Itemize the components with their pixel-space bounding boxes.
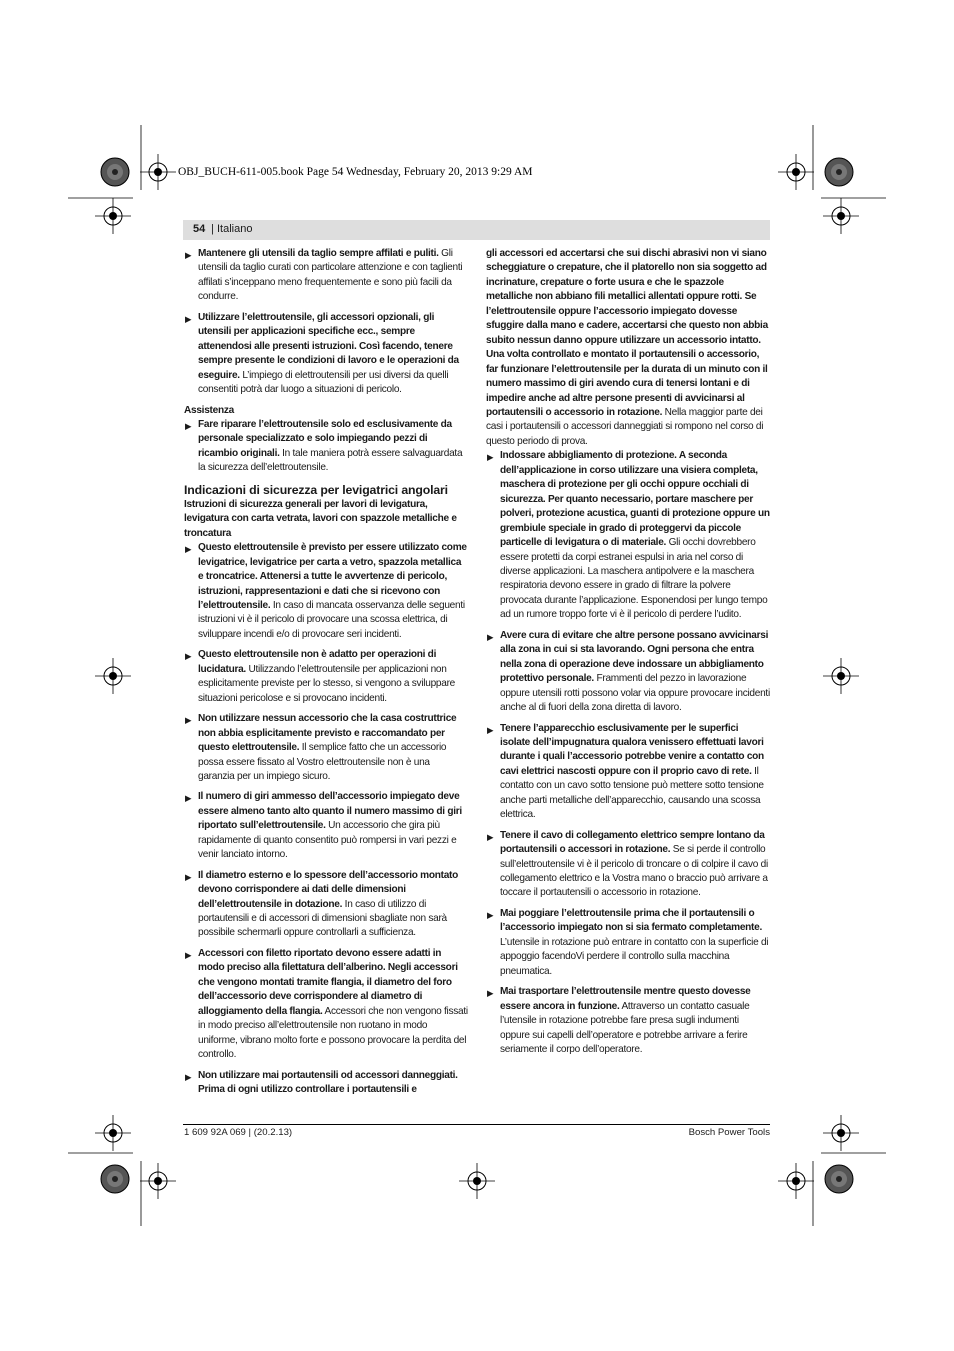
bullet-arrow-icon: ▶ <box>185 871 192 882</box>
bullet-item <box>184 1069 468 1098</box>
bullet-text: Utilizzando l’elettroutensile per applicazioni non esplicitamente previste per lo stesso, si vengono a sviluppare situazioni pericolose e si provocano incidenti. <box>198 663 455 704</box>
bullet-text: Frammenti del pezzo in lavorazione oppure utensili rotti possono volar via oppure provocare incidenti anche al di fuori della zona diretta di lavoro. <box>500 673 770 714</box>
bullet-text: Il semplice fatto che un accessorio possa essere fissato al Vostro elettroutensile non è una garanzia per un impiego sicuro. <box>198 742 447 782</box>
bullet-item <box>486 449 770 622</box>
bullet-item <box>486 829 770 901</box>
bullet-arrow-icon: ▶ <box>185 1071 192 1082</box>
bullet-arrow-icon: ▶ <box>487 831 494 842</box>
footer-brand: Bosch Power Tools <box>688 1127 770 1138</box>
bullet-bold-text: Indossare abbigliamento di protezione. A seconda dell’applicazione in corso utilizzare una visiera completa, maschera di protezione per gli occhi oppure occhiali di sicurezza. Per quanto necessario, portare maschere per polveri, protezione acustica, guanti di protezione oppure un grembiule speciale in grado di proteggervi da piccole particelle di levigatura o di materiale. <box>500 450 770 549</box>
bullet-arrow-icon: ▶ <box>185 651 192 662</box>
footer-doc-number: 1 609 92A 069 | (20.2.13) <box>184 1127 293 1138</box>
items-b <box>184 418 468 476</box>
section-intro: Istruzioni di sicurezza generali per lavori di levigatura, levigatura con carta vetrata, lavori con spazzole metalliche e troncatura <box>184 498 457 539</box>
bullet-text: Gli occhi dovrebbero essere protetti da corpi estranei espulsi in aria nel corso di diverse applicazioni. La maschera antipolvere e la maschera respiratoria devono essere in grado di filtrare la polvere provocata durante l’applicazione. Esponendosi per lungo tempo ad un rumore troppo forte vi è il pericolo di perdere l’udito. <box>500 537 768 621</box>
right-column <box>486 247 770 1063</box>
assistenza-heading: Assistenza <box>184 404 234 416</box>
bullet-arrow-icon: ▶ <box>185 250 192 260</box>
bullet-arrow-icon: ▶ <box>185 544 192 555</box>
section-title: Indicazioni di sicurezza per levigatrici angolari <box>184 482 448 497</box>
left-column <box>184 247 468 1103</box>
bullet-text: In caso di utilizzo di portautensili e di accessori di dimensioni sbagliate non sarà possibile schermarli oppure controllarli a sufficienza. <box>198 898 447 939</box>
bullet-text: Accessori che non vengono fissati in modo preciso all’elettroutensile non ruotano in modo uniforme, vibrano molto forte e possono provocare la perdita del controllo. <box>198 1005 468 1061</box>
bullet-arrow-icon: ▶ <box>487 724 494 735</box>
bullet-text: Attraverso un contatto casuale l’utensile in rotazione potrebbe fare presa sugli indumenti oppure sui capelli dell’operatore e potrebbe arrivare a ferire seriamente il corpo dell’operatore. <box>500 1000 750 1056</box>
bullet-item <box>486 985 770 1057</box>
bullet-item <box>184 869 468 941</box>
bullet-arrow-icon: ▶ <box>185 313 192 324</box>
header-language: Italiano <box>217 223 253 235</box>
bullet-bold-text: Questo elettroutensile non è adatto per operazioni di lucidatura. <box>198 649 437 675</box>
footer-rule <box>183 1124 770 1125</box>
bullet-item <box>486 722 770 823</box>
bullet-text: Il contatto con un cavo sotto tensione può mettere sotto tensione anche parti metalliche dell’apparecchio, causando una scossa elettrica. <box>500 765 764 821</box>
bullet-item <box>184 247 468 305</box>
bullet-bold-text: Mai trasportare l’elettroutensile mentre questo dovesse essere ancora in funzione. <box>500 986 751 1012</box>
bullet-bold-text: Mantenere gli utensili da taglio sempre affilati e puliti. <box>198 248 439 259</box>
bullet-item <box>184 648 468 706</box>
bullet-arrow-icon: ▶ <box>487 909 494 920</box>
bullet-item <box>184 790 468 862</box>
bullet-arrow-icon: ▶ <box>185 715 192 726</box>
items-c <box>184 541 468 1097</box>
bullet-text: In tale maniera potrà essere salvaguardata la sicurezza dell’elettroutensile. <box>198 447 463 474</box>
bullet-bold-text: Il numero di giri ammesso dell’accessorio impiegato deve essere almeno tanto alto quanto il numero massimo di giri riportato sull’elettroutensile. <box>198 791 462 832</box>
bullet-bold-text: Non utilizzare mai portautensili od accessori danneggiati. Prima di ogni utilizzo controllare i portautensili e <box>198 1069 458 1096</box>
header-separator: | <box>211 223 214 235</box>
bullet-text: L’impiego di elettroutensili per usi diversi da quelli consentiti potrà dar luogo a situazioni di pericolo. <box>198 369 449 396</box>
bullet-bold-text: Tenere il cavo di collegamento elettrico sempre lontano da portautensili o accessori in rotazione. <box>500 829 765 856</box>
bullet-item <box>486 907 770 979</box>
bullet-bold-text: Accessori con filetto riportato devono essere adatti in modo preciso alla filettatura dell’alberino. Negli accessori che vengono montati tramite flangia, il diametro del foro dell’accessorio deve corrispondere al diametro di alloggiamento della flangia. <box>198 947 458 1017</box>
continuation-paragraph <box>486 247 770 449</box>
bullet-bold-text: Utilizzare l’elettroutensile, gli accessori opzionali, gli utensili per applicazioni specifiche ecc., sempre attenendosi alle presenti istruzioni. Così facendo, tenere sempre presente le condizioni di lavoro e le operazioni da eseguire. <box>198 311 459 381</box>
bullet-bold-text: Il diametro esterno e lo spessore dell’accessorio montato devono corrispondere ai dati delle dimensioni dell’elettroutensile in dotazione. <box>198 869 459 910</box>
bullet-item <box>184 311 468 398</box>
bullet-bold-text: Fare riparare l’elettroutensile solo ed esclusivamente da personale specializzato e solo impiegando pezzi di ricambio originali. <box>198 418 452 459</box>
bullet-bold-text: Tenere l’apparecchio esclusivamente per le superfici isolate dell’impugnatura qualora venissero effettuati lavori durante i quali l’accessorio potrebbe venire a contatto con cavi elettrici nascosti oppure con il proprio cavo di rete. <box>500 722 764 777</box>
bullet-bold-text: Mai poggiare l’elettroutensile prima che il portautensili o l’accessorio impiegato non si sia fermato completamente. <box>500 907 762 934</box>
bullet-text: In caso di mancata osservanza delle seguenti istruzioni vi è il pericolo di provocare una scossa elettrica, di sviluppare incendi e/o di provocare seri incidenti. <box>198 599 465 640</box>
bullet-bold-text: Non utilizzare nessun accessorio che la casa costruttrice non abbia esplicitamente previsto e raccomandato per questo elettroutensile. <box>198 713 457 754</box>
bullet-item <box>184 418 468 476</box>
bullet-arrow-icon: ▶ <box>185 949 192 960</box>
continuation-bold: gli accessori ed accertarsi che sui dischi abrasivi non vi siano scheggiature o crepature, che il platorello non sia soggetto ad incrinature, crepature o forte usura e che le spazzole metalliche non abbiano fili metallici allentati oppure rotti. Se l’elettroutensile oppure l’accessorio impiegato dovesse sfuggire dalla mano e cadere, accertarsi che questo non abbia subito nessun danno oppure utilizzare un accessorio intatto. Una volta controllato e montato il portautensili o accessorio, far funzionare l’elettroutensile per la durata di un minuto con il numero massimo di giri avendo cura di tenersi lontani e di impedire anche ad altre persone presenti di avvicinarsi al portautensili o accessorio in rotazione. <box>486 248 768 418</box>
bullet-item <box>184 947 468 1063</box>
bullet-item <box>184 712 468 784</box>
bullet-text: Se si perde il controllo sull’elettroutensile vi è il pericolo di troncare o di colpire il cavo di collegamento elettrico e la Vostra mano o braccio può arrivare a toccare il portautensili o accessorio in rotazione. <box>500 844 768 899</box>
bullet-text: Un accessorio che gira più rapidamente di quanto consentito può rompersi in vari pezzi e venir lanciato intorno. <box>198 820 457 861</box>
bullet-text: Gli utensili da taglio curati con particolare attenzione e con taglienti affilati s’inceppano meno frequentemente e sono più facili da condurre. <box>198 248 463 303</box>
page-number: 54 <box>193 223 206 235</box>
continuation-text: Nella maggior parte dei casi i portautensili o accessori danneggiati si rompono nel corso di questo periodo di prova. <box>486 406 764 447</box>
bullet-arrow-icon: ▶ <box>487 452 494 463</box>
bullet-bold-text: Avere cura di evitare che altre persone possano avvicinarsi alla zona in cui si sta lavorando. Ogni persona che entra nella zona di operazione deve indossare un abbigliamento protettivo personale. <box>500 629 769 685</box>
bullet-text: L’utensile in rotazione può entrare in contatto con la superficie di appoggio facendoVi perdere il controllo sulla macchina pneumatica. <box>500 936 769 977</box>
bullet-arrow-icon: ▶ <box>487 988 494 999</box>
right-items <box>486 449 770 1057</box>
bullet-bold-text: Questo elettroutensile è previsto per essere utilizzato come levigatrice, levigatrice per carta a vetro, spazzola metallica e troncatrice. Attenersi a tutte le avvertenze di pericolo, istruzioni, rappresentazioni e dati che si ricevono con l’elettroutensile. <box>198 542 467 611</box>
file-header: OBJ_BUCH-611-005.book Page 54 Wednesday, February 20, 2013 9:29 AM <box>178 166 533 178</box>
bullet-arrow-icon: ▶ <box>185 420 192 431</box>
page-header <box>183 220 770 240</box>
bullet-item <box>486 629 770 716</box>
bullet-arrow-icon: ▶ <box>185 793 192 804</box>
items-a <box>184 247 468 398</box>
bullet-item <box>184 541 468 642</box>
bullet-arrow-icon: ▶ <box>487 631 494 642</box>
